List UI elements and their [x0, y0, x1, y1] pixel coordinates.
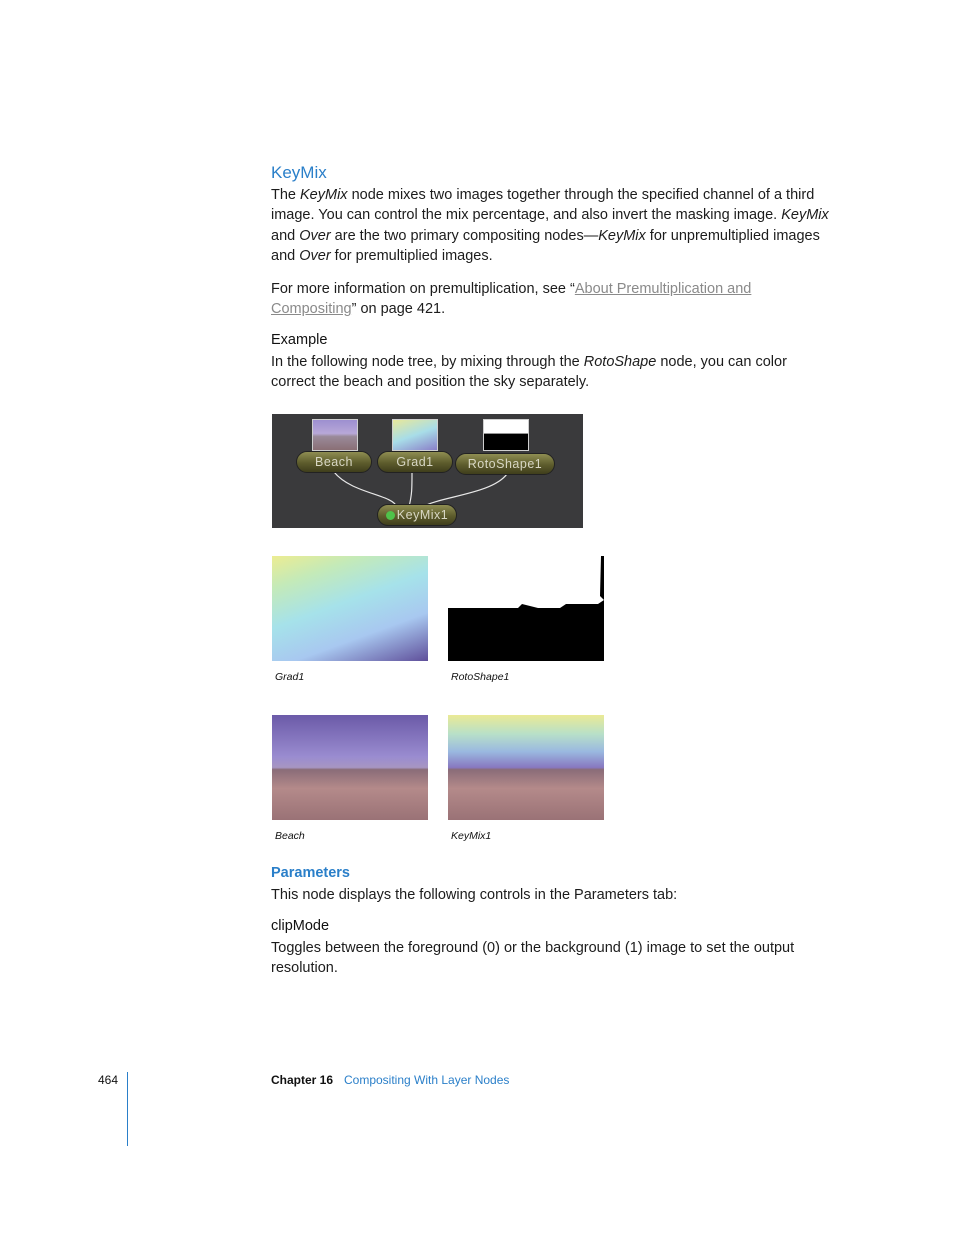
- node-name-italic: KeyMix: [781, 207, 829, 224]
- parameters-heading: Parameters: [271, 865, 350, 881]
- node-keymix1-label: KeyMix1: [396, 508, 449, 522]
- text-run: In the following node tree, by mixing through the: [271, 354, 584, 370]
- node-grad1[interactable]: Grad1: [377, 451, 453, 473]
- intro-paragraph: [271, 185, 831, 266]
- node-name-italic: KeyMix: [300, 187, 348, 203]
- text-run: node mixes two images together through the specified channel of a third image. You can control the mix percentage, and also invert the masking image.: [271, 187, 815, 224]
- node-tree-image: [272, 414, 583, 528]
- beach-image: [272, 715, 428, 820]
- more-info-prefix: For more information on premultiplication, see “: [271, 281, 575, 297]
- example-heading: Example: [271, 332, 328, 348]
- caption-keymix1: KeyMix1: [451, 830, 492, 842]
- clipmode-description: Toggles between the foreground (0) or the background (1) image to set the output resolution.: [271, 940, 795, 977]
- node-name-italic: Over: [299, 227, 331, 244]
- page-number: 464: [98, 1073, 119, 1087]
- section-title: KeyMix: [271, 163, 327, 182]
- node-keymix1[interactable]: [377, 504, 457, 526]
- text-run: and: [271, 227, 300, 244]
- caption-beach: Beach: [275, 830, 305, 842]
- rotoshape-matte: [448, 556, 604, 661]
- keymix-node-icon: [386, 511, 395, 520]
- text-run: for unpremultiplied images and: [271, 227, 820, 264]
- node-rotoshape1[interactable]: RotoShape1: [455, 453, 555, 475]
- keymix1-image: [448, 715, 604, 820]
- node-beach[interactable]: Beach: [296, 451, 372, 473]
- text-run: node, you can color correct the beach and position the sky separately.: [271, 354, 787, 391]
- node-name-italic: Over: [299, 247, 331, 264]
- parameters-intro: This node displays the following controls in the Parameters tab:: [271, 887, 678, 903]
- text-run: The: [271, 187, 301, 203]
- text-run: are the two primary compositing nodes—: [330, 227, 599, 244]
- example-paragraph: [271, 352, 831, 393]
- grad1-image: [272, 556, 428, 661]
- text-run: for premultiplied images.: [330, 247, 493, 264]
- footer-chapter: Chapter 16: [271, 1073, 334, 1087]
- clipmode-heading: clipMode: [271, 918, 330, 934]
- roto-thumbnail: [483, 419, 529, 451]
- caption-rotoshape1: RotoShape1: [451, 671, 510, 683]
- node-name-italic: RotoShape: [583, 354, 657, 370]
- rotoshape1-image: [448, 556, 604, 661]
- node-name-italic: KeyMix: [598, 227, 646, 244]
- caption-grad1: Grad1: [275, 671, 305, 683]
- more-info-suffix: ” on page 421.: [351, 301, 446, 318]
- more-info-paragraph: [271, 279, 831, 320]
- beach-thumbnail: [312, 419, 358, 451]
- footer-divider: [127, 1072, 128, 1146]
- grad-thumbnail: [392, 419, 438, 451]
- footer-chapter-title[interactable]: Compositing With Layer Nodes: [344, 1073, 510, 1087]
- premultiplication-link[interactable]: About Premultiplication and Compositing: [271, 281, 752, 318]
